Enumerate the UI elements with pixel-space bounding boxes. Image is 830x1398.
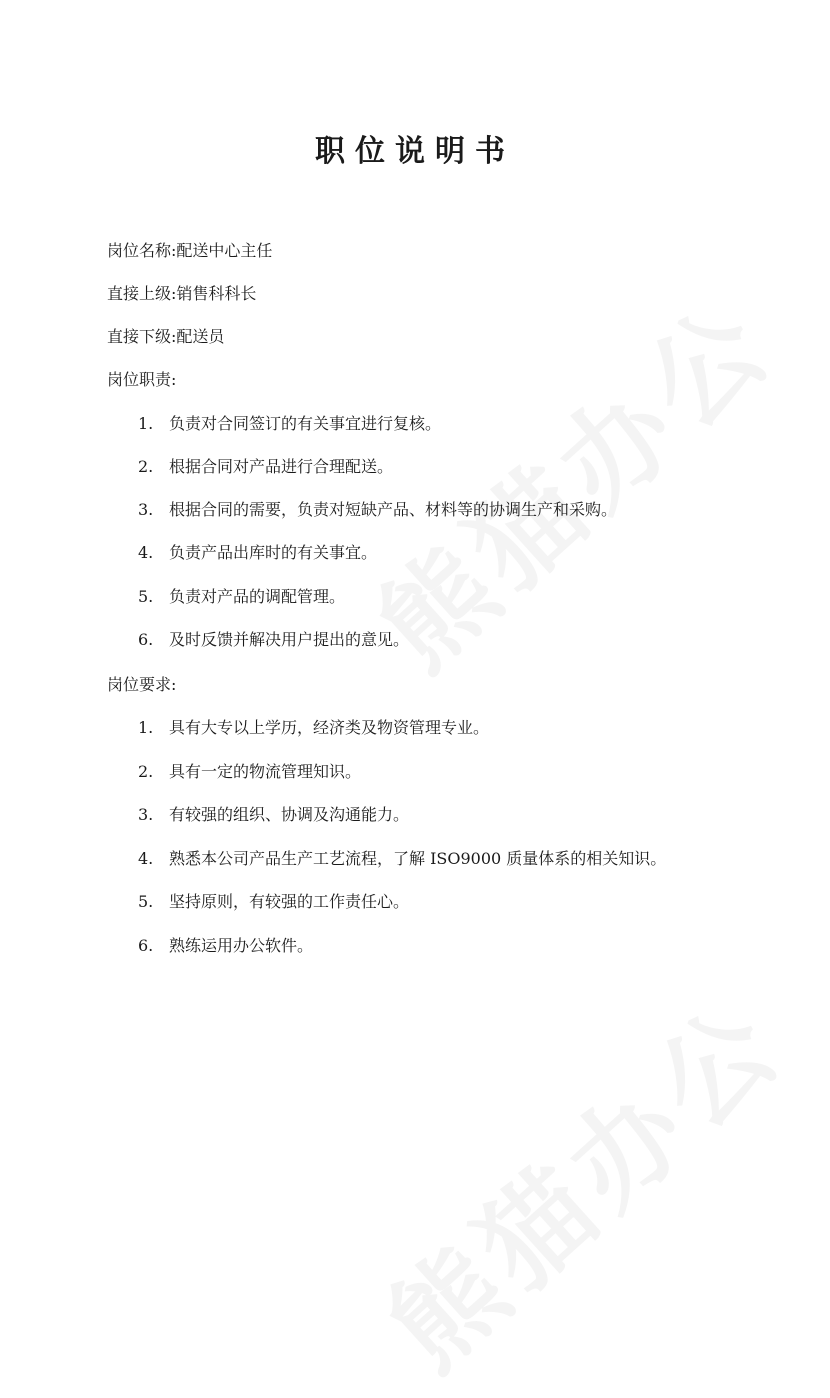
superior-row	[107, 283, 256, 305]
duty-item	[138, 629, 409, 651]
position-name-row	[107, 240, 272, 262]
requirement-text: 具有一定的物流管理知识。	[169, 762, 362, 781]
requirement-number: 5.	[138, 892, 154, 911]
duty-number: 5.	[138, 587, 154, 606]
requirement-number: 6.	[138, 936, 154, 955]
duty-text: 根据合同对产品进行合理配送。	[169, 457, 394, 476]
duty-item	[138, 413, 441, 435]
duties-heading: 岗位职责:	[107, 370, 177, 389]
subordinate-value: 配送员	[176, 327, 225, 346]
requirement-item	[138, 717, 489, 739]
requirement-text: 熟练运用办公软件。	[169, 936, 314, 955]
duty-item	[138, 456, 393, 478]
requirement-item	[138, 848, 666, 870]
duty-text: 负责产品出库时的有关事宜。	[169, 543, 378, 562]
watermark	[349, 960, 811, 1398]
duty-item	[138, 499, 617, 521]
requirements-heading: 岗位要求:	[107, 675, 177, 694]
duty-number: 6.	[138, 630, 154, 649]
duty-number: 4.	[138, 543, 154, 562]
duty-number: 3.	[138, 500, 154, 519]
requirement-text: 坚持原则，有较强的工作责任心。	[169, 892, 410, 911]
superior-value: 销售科科长	[176, 284, 257, 303]
position-name-value: 配送中心主任	[176, 241, 273, 260]
requirement-text: 熟悉本公司产品生产工艺流程，了解 ISO9000 质量体系的相关知识。	[169, 849, 667, 868]
duty-number: 2.	[138, 457, 154, 476]
requirement-number: 3.	[138, 805, 154, 824]
requirement-item	[138, 891, 409, 913]
duty-number: 1.	[138, 414, 154, 433]
subordinate-row	[107, 326, 224, 348]
requirement-number: 4.	[138, 849, 154, 868]
duty-text: 负责对产品的调配管理。	[169, 587, 346, 606]
requirement-item	[138, 761, 361, 783]
requirement-text: 有较强的组织、协调及沟通能力。	[169, 805, 410, 824]
duty-item	[138, 542, 377, 564]
superior-label: 直接上级:	[107, 284, 177, 303]
duty-item	[138, 586, 345, 608]
requirement-item	[138, 935, 313, 957]
duty-text: 根据合同的需要，负责对短缺产品、材料等的协调生产和采购。	[169, 500, 618, 519]
duty-text: 及时反馈并解决用户提出的意见。	[169, 630, 410, 649]
subordinate-label: 直接下级:	[107, 327, 177, 346]
document-title: 职位说明书	[315, 134, 515, 169]
duty-text: 负责对合同签订的有关事宜进行复核。	[169, 414, 442, 433]
position-name-label: 岗位名称:	[107, 241, 177, 260]
requirement-number: 2.	[138, 762, 154, 781]
requirement-item	[138, 804, 409, 826]
requirement-text: 具有大专以上学历，经济类及物资管理专业。	[169, 718, 490, 737]
requirement-number: 1.	[138, 718, 154, 737]
